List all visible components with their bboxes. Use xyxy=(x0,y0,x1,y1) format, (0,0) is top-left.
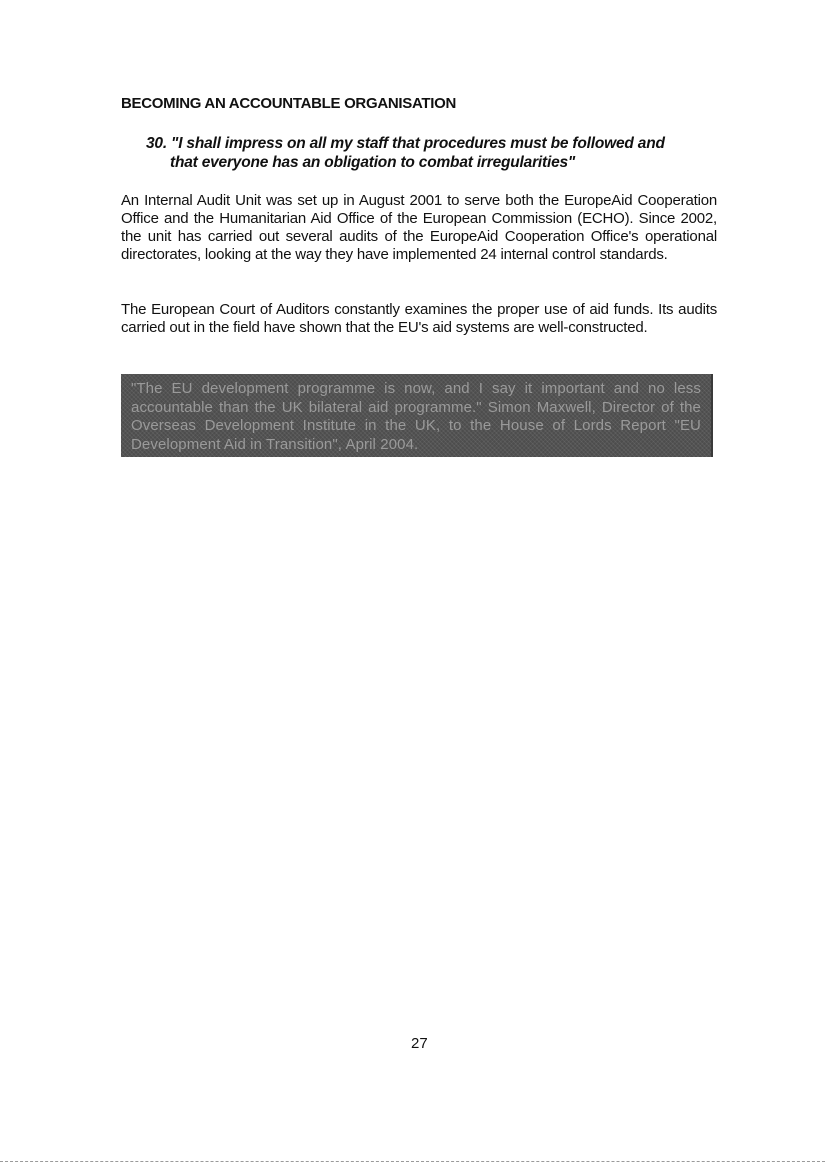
paragraph-internal-audit: An Internal Audit Unit was set up in August 2001 to serve both the EuropeAid Cooperation Office and the Humanitarian Aid Office of the European Commission (ECHO). Since 2002, the unit has carried out several audits of the EuropeAid Cooperation Office's operational directorates, looking at the way they have implemented 24 internal control standards. xyxy=(121,192,717,263)
quote-callout-box xyxy=(121,374,713,457)
paragraph-court-of-auditors: The European Court of Auditors constantly examines the proper use of aid funds. Its audits carried out in the field have shown that the EU's aid systems are well-constructed. xyxy=(121,301,717,336)
page-number: 27 xyxy=(411,1035,428,1052)
commitment-quote xyxy=(146,134,726,172)
bottom-divider xyxy=(0,1161,825,1162)
callout-text: "The EU development programme is now, and I say it important and no less accountable than the UK bilateral aid programme." Simon Maxwell, Director of the Overseas Development Institute in the UK, to the House of Lords Report "EU Development Aid in Transition", April 2004. xyxy=(131,380,701,453)
section-heading: BECOMING AN ACCOUNTABLE ORGANISATION xyxy=(121,95,457,112)
quote-line-1: 30. "I shall impress on all my staff that procedures must be followed and xyxy=(146,135,665,152)
quote-line-2: that everyone has an obligation to combat irregularities" xyxy=(170,154,576,171)
